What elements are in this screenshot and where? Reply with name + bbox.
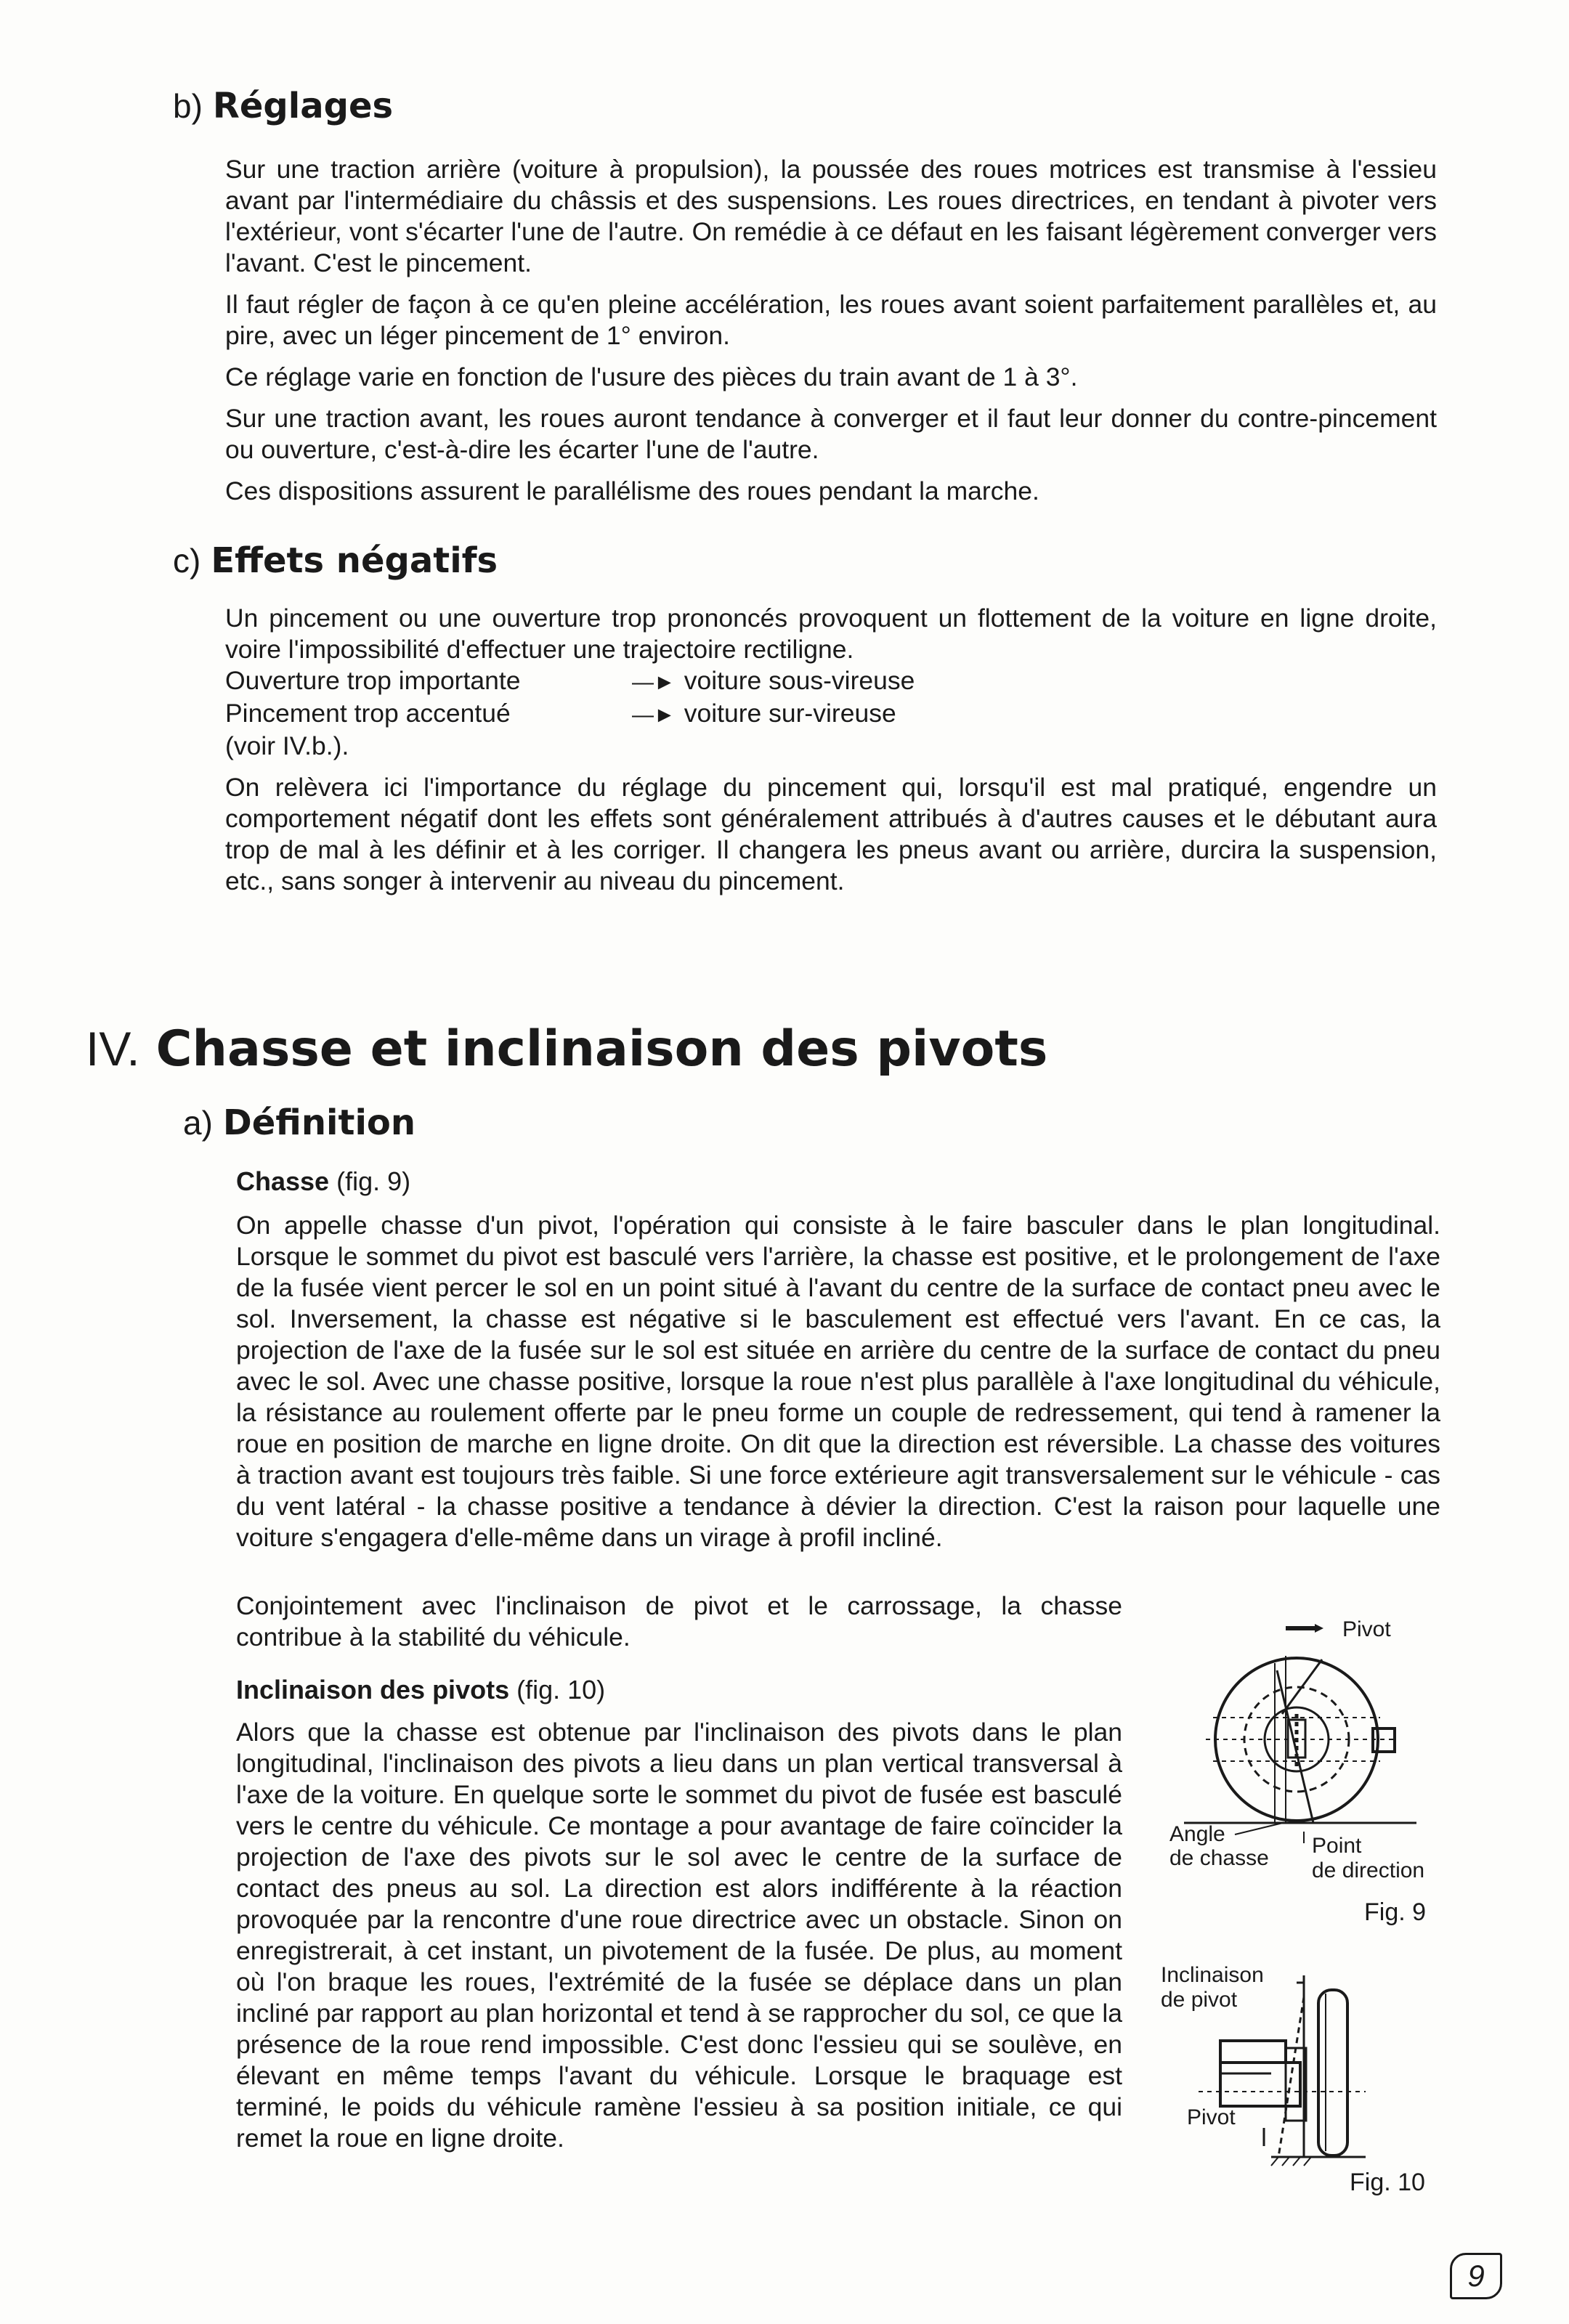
list-item: Pincement trop accentué —► voiture sur-vireuse	[225, 699, 896, 728]
section-c-heading	[173, 540, 498, 581]
paragraph: Conjointement avec l'inclinaison de pivot et le carrossage, la chasse contribue à la stabilité du véhicule.	[236, 1591, 1122, 1651]
figure-9	[1155, 1605, 1475, 1939]
paragraph: Ce réglage varie en fonction de l'usure des pièces du train avant de 1 à 3°.	[225, 362, 1078, 391]
chasse-body-end	[236, 1590, 1122, 1663]
section-b-body	[225, 154, 1437, 517]
inclinaison-subheading: Inclinaison des pivots (fig. 10)	[236, 1675, 606, 1705]
fig9-label-pivot: Pivot	[1342, 1617, 1391, 1641]
chasse-body	[236, 1210, 1440, 1553]
fig9-label-angle: Angle	[1169, 1822, 1225, 1846]
fig9-label-point: Point	[1312, 1834, 1362, 1858]
arrow-right-icon: —►	[632, 670, 676, 694]
section-title: Définition	[222, 1102, 416, 1143]
reference: (voir IV.b.).	[225, 731, 349, 760]
paragraph: Alors que la chasse est obtenue par l'inclinaison des pivots dans le plan longitudinal, l'inclinaison des pivots a lieu dans un plan vertical transversal à l'axe de la voiture. En quelque sorte le sommet du pivot de fusée est basculé vers le centre du véhicule. Ce montage a pour avantage de faire coïncider la projection de l'axe des pivots sur le sol avec le centre de la surface de contact des pneus au sol. La direction est alors indifférente à la réaction provoquée par la rencontre d'une roue directrice avec un obstacle. Sinon on enregistrerait, à cet instant, un pivotement de la fusée. De plus, au moment où l'on braque les roues, l'extrémité de la fusée se déplace dans un plan incliné par rapport au plan horizontal et tend à se rapprocher du sol, ce que la présence de la roue rend impossible. C'est donc l'essieu qui se soulève, en élevant en même temps l'avant du véhicule. Lorsque le braquage est terminé, le poids du véhicule ramène l'essieu à sa position initiale, ce qui remet la roue en ligne droite.	[236, 1718, 1122, 2153]
paragraph: On relèvera ici l'importance du réglage du pincement qui, lorsqu'il est mal pratiqué, engendre un comportement négatif dont les effets sont généralement attribués à d'autres causes et le débutant aura trop de mal à les définir et à les corriger. Il changera les pneus avant ou arrière, durcira la suspension, etc., sans songer à intervenir au niveau du pincement.	[225, 773, 1437, 895]
page-number: 9	[1450, 2253, 1502, 2299]
fig10-caption: Fig. 10	[1350, 2169, 1425, 2196]
chapter-number: IV.	[86, 1022, 140, 1076]
section-title: Effets négatifs	[211, 540, 498, 581]
figure-10	[1155, 1954, 1475, 2196]
inclinaison-body	[236, 1717, 1122, 2164]
fig10-label-inclinaison: Inclinaison	[1161, 1963, 1264, 1987]
fig10-label-pivot: Pivot	[1187, 2105, 1236, 2129]
chasse-subheading: Chasse (fig. 9)	[236, 1166, 411, 1196]
paragraph: Sur une traction avant, les roues auront tendance à converger et il faut leur donner du contre-pincement ou ouverture, c'est-à-dire les écarter l'une de l'autre.	[225, 404, 1437, 464]
paragraph: Il faut régler de façon à ce qu'en pleine accélération, les roues avant soient parfaitement parallèles et, au pire, avec un léger pincement de 1° environ.	[225, 290, 1437, 350]
fig9-label-point: de direction	[1312, 1858, 1425, 1882]
list-item: Ouverture trop importante —► voiture sous-vireuse	[225, 666, 915, 695]
paragraph: Sur une traction arrière (voiture à propulsion), la poussée des roues motrices est transmise à l'essieu avant par l'intermédiaire du châssis et des suspensions. Les roues directrices, en tendant à pivoter vers l'extérieur, vont s'écarter l'une de l'autre. On remédie à ce défaut en les faisant légèrement converger vers l'avant. C'est le pincement.	[225, 155, 1437, 277]
section-a-heading	[183, 1102, 415, 1143]
fig9-caption: Fig. 9	[1364, 1898, 1427, 1926]
section-b-heading	[173, 86, 393, 126]
fig10-label-inclinaison: de pivot	[1161, 1988, 1238, 2012]
fig9-label-angle: de chasse	[1169, 1846, 1269, 1870]
effects-list	[225, 665, 1437, 731]
section-letter: c)	[173, 542, 201, 580]
section-c-body	[225, 603, 1437, 907]
paragraph: Ces dispositions assurent le parallélisme des roues pendant la marche.	[225, 476, 1039, 505]
caster-diagram-icon	[1155, 1605, 1475, 1939]
section-title: Réglages	[212, 86, 394, 126]
paragraph: On appelle chasse d'un pivot, l'opération qui consiste à le faire basculer dans le plan longitudinal. Lorsque le sommet du pivot est basculé vers l'arrière, la chasse est positive, et le prolongement de l'axe de la fusée vient percer le sol en un point situé à l'avant du centre de la surface de contact pneu avec le sol. Inversement, la chasse est négative si le basculement est effectué vers l'avant. En ce cas, la projection de l'axe de la fusée sur le sol est située en arrière du centre de la surface de contact du pneu avec le sol. Avec une chasse positive, lorsque la roue n'est plus parallèle à l'axe longitudinal du véhicule, la résistance au roulement offerte par le pneu forme un couple de redressement, qui tend à ramener la roue en position de marche en ligne droite. On dit que la direction est réversible. La chasse des voitures à traction avant est toujours très faible. Si une force extérieure agit transversalement sur le véhicule - cas du vent latéral - la chasse positive a tendance à dévier la direction. C'est la raison pour laquelle une voiture s'engagera d'elle-même dans un virage à profil incliné.	[236, 1211, 1440, 1552]
chapter-title: Chasse et inclinaison des pivots	[155, 1020, 1048, 1078]
chapter-heading	[86, 1020, 1047, 1078]
section-letter: a)	[183, 1104, 213, 1142]
paragraph: Un pincement ou une ouverture trop prononcés provoquent un flottement de la voiture en ligne droite, voire l'impossibilité d'effectuer une trajectoire rectiligne.	[225, 604, 1437, 664]
section-letter: b)	[173, 87, 203, 125]
arrow-right-icon: —►	[632, 703, 676, 727]
